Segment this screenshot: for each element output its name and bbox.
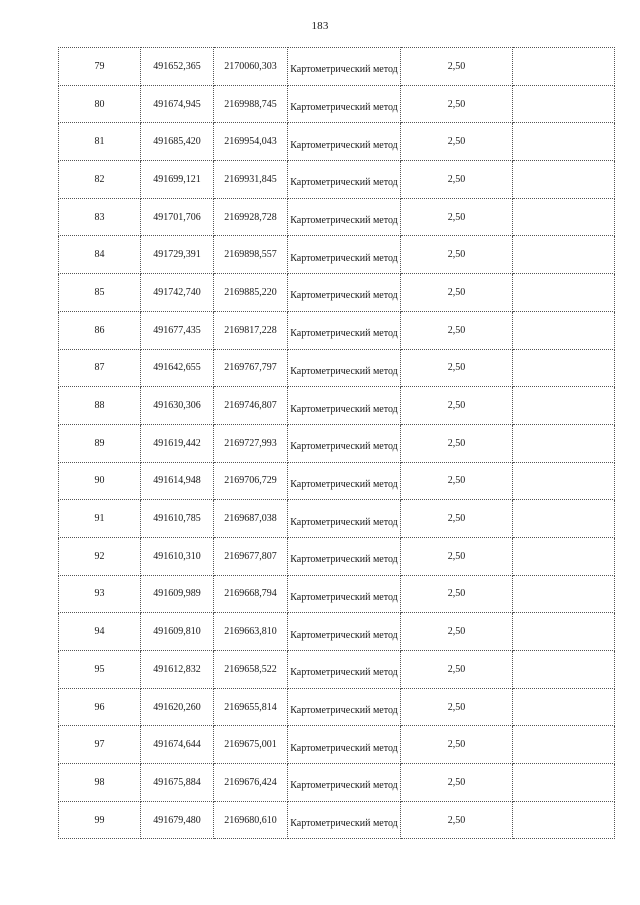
point-number-cell: 96 <box>59 688 141 726</box>
note-cell <box>513 236 615 274</box>
x-coordinate-cell: 491610,310 <box>141 537 214 575</box>
table-row <box>59 537 615 575</box>
point-number-cell: 80 <box>59 85 141 123</box>
note-cell <box>513 424 615 462</box>
table-row <box>59 123 615 161</box>
table-row <box>59 613 615 651</box>
method-cell: Картометрический метод <box>288 651 401 689</box>
table-row <box>59 85 615 123</box>
accuracy-cell: 2,50 <box>401 801 513 839</box>
method-cell: Картометрический метод <box>288 537 401 575</box>
note-cell <box>513 123 615 161</box>
accuracy-cell: 2,50 <box>401 651 513 689</box>
method-cell: Картометрический метод <box>288 85 401 123</box>
table-row <box>59 48 615 86</box>
point-number-cell: 87 <box>59 349 141 387</box>
point-number-cell: 79 <box>59 48 141 86</box>
table-row <box>59 236 615 274</box>
point-number-cell: 98 <box>59 764 141 802</box>
note-cell <box>513 801 615 839</box>
table-row <box>59 575 615 613</box>
method-cell: Картометрический метод <box>288 462 401 500</box>
point-number-cell: 97 <box>59 726 141 764</box>
note-cell <box>513 349 615 387</box>
point-number-cell: 92 <box>59 537 141 575</box>
point-number-cell: 95 <box>59 651 141 689</box>
accuracy-cell: 2,50 <box>401 161 513 199</box>
x-coordinate-cell: 491614,948 <box>141 462 214 500</box>
point-number-cell: 90 <box>59 462 141 500</box>
y-coordinate-cell: 2170060,303 <box>214 48 288 86</box>
table-row <box>59 349 615 387</box>
accuracy-cell: 2,50 <box>401 198 513 236</box>
y-coordinate-cell: 2169663,810 <box>214 613 288 651</box>
y-coordinate-cell: 2169677,807 <box>214 537 288 575</box>
page-number: 183 <box>311 20 329 32</box>
accuracy-cell: 2,50 <box>401 688 513 726</box>
table-row <box>59 424 615 462</box>
accuracy-cell: 2,50 <box>401 387 513 425</box>
accuracy-cell: 2,50 <box>401 85 513 123</box>
point-number-cell: 84 <box>59 236 141 274</box>
x-coordinate-cell: 491612,832 <box>141 651 214 689</box>
x-coordinate-cell: 491609,989 <box>141 575 214 613</box>
y-coordinate-cell: 2169767,797 <box>214 349 288 387</box>
method-cell: Картометрический метод <box>288 48 401 86</box>
point-number-cell: 91 <box>59 500 141 538</box>
table-row <box>59 651 615 689</box>
x-coordinate-cell: 491674,945 <box>141 85 214 123</box>
note-cell <box>513 198 615 236</box>
x-coordinate-cell: 491652,365 <box>141 48 214 86</box>
table-row <box>59 161 615 199</box>
y-coordinate-cell: 2169655,814 <box>214 688 288 726</box>
note-cell <box>513 651 615 689</box>
point-number-cell: 85 <box>59 274 141 312</box>
coordinates-table <box>58 47 615 839</box>
x-coordinate-cell: 491610,785 <box>141 500 214 538</box>
point-number-cell: 82 <box>59 161 141 199</box>
table-row <box>59 688 615 726</box>
note-cell <box>513 274 615 312</box>
point-number-cell: 83 <box>59 198 141 236</box>
method-cell: Картометрический метод <box>288 236 401 274</box>
x-coordinate-cell: 491609,810 <box>141 613 214 651</box>
x-coordinate-cell: 491699,121 <box>141 161 214 199</box>
accuracy-cell: 2,50 <box>401 48 513 86</box>
point-number-cell: 99 <box>59 801 141 839</box>
y-coordinate-cell: 2169658,522 <box>214 651 288 689</box>
method-cell: Картометрический метод <box>288 161 401 199</box>
y-coordinate-cell: 2169676,424 <box>214 764 288 802</box>
method-cell: Картометрический метод <box>288 801 401 839</box>
x-coordinate-cell: 491619,442 <box>141 424 214 462</box>
x-coordinate-cell: 491630,306 <box>141 387 214 425</box>
accuracy-cell: 2,50 <box>401 424 513 462</box>
y-coordinate-cell: 2169675,001 <box>214 726 288 764</box>
note-cell <box>513 311 615 349</box>
accuracy-cell: 2,50 <box>401 537 513 575</box>
note-cell <box>513 387 615 425</box>
x-coordinate-cell: 491701,706 <box>141 198 214 236</box>
note-cell <box>513 575 615 613</box>
table-row <box>59 198 615 236</box>
accuracy-cell: 2,50 <box>401 575 513 613</box>
note-cell <box>513 48 615 86</box>
note-cell <box>513 161 615 199</box>
y-coordinate-cell: 2169928,728 <box>214 198 288 236</box>
method-cell: Картометрический метод <box>288 198 401 236</box>
y-coordinate-cell: 2169706,729 <box>214 462 288 500</box>
method-cell: Картометрический метод <box>288 575 401 613</box>
y-coordinate-cell: 2169680,610 <box>214 801 288 839</box>
accuracy-cell: 2,50 <box>401 613 513 651</box>
method-cell: Картометрический метод <box>288 123 401 161</box>
y-coordinate-cell: 2169746,807 <box>214 387 288 425</box>
note-cell <box>513 462 615 500</box>
y-coordinate-cell: 2169885,220 <box>214 274 288 312</box>
method-cell: Картометрический метод <box>288 726 401 764</box>
point-number-cell: 86 <box>59 311 141 349</box>
note-cell <box>513 537 615 575</box>
note-cell <box>513 764 615 802</box>
accuracy-cell: 2,50 <box>401 236 513 274</box>
y-coordinate-cell: 2169954,043 <box>214 123 288 161</box>
x-coordinate-cell: 491674,644 <box>141 726 214 764</box>
table-row <box>59 764 615 802</box>
method-cell: Картометрический метод <box>288 613 401 651</box>
method-cell: Картометрический метод <box>288 311 401 349</box>
x-coordinate-cell: 491677,435 <box>141 311 214 349</box>
method-cell: Картометрический метод <box>288 500 401 538</box>
point-number-cell: 88 <box>59 387 141 425</box>
point-number-cell: 93 <box>59 575 141 613</box>
point-number-cell: 94 <box>59 613 141 651</box>
accuracy-cell: 2,50 <box>401 349 513 387</box>
x-coordinate-cell: 491675,884 <box>141 764 214 802</box>
table-row <box>59 274 615 312</box>
table-row <box>59 462 615 500</box>
note-cell <box>513 688 615 726</box>
note-cell <box>513 85 615 123</box>
x-coordinate-cell: 491685,420 <box>141 123 214 161</box>
x-coordinate-cell: 491742,740 <box>141 274 214 312</box>
accuracy-cell: 2,50 <box>401 462 513 500</box>
coordinates-table-body <box>59 48 615 839</box>
accuracy-cell: 2,50 <box>401 123 513 161</box>
point-number-cell: 89 <box>59 424 141 462</box>
y-coordinate-cell: 2169898,557 <box>214 236 288 274</box>
y-coordinate-cell: 2169817,228 <box>214 311 288 349</box>
table-row <box>59 801 615 839</box>
note-cell <box>513 613 615 651</box>
note-cell <box>513 726 615 764</box>
y-coordinate-cell: 2169988,745 <box>214 85 288 123</box>
table-row <box>59 500 615 538</box>
table-row <box>59 311 615 349</box>
accuracy-cell: 2,50 <box>401 311 513 349</box>
method-cell: Картометрический метод <box>288 387 401 425</box>
table-row <box>59 387 615 425</box>
accuracy-cell: 2,50 <box>401 274 513 312</box>
method-cell: Картометрический метод <box>288 349 401 387</box>
y-coordinate-cell: 2169668,794 <box>214 575 288 613</box>
x-coordinate-cell: 491729,391 <box>141 236 214 274</box>
accuracy-cell: 2,50 <box>401 500 513 538</box>
x-coordinate-cell: 491642,655 <box>141 349 214 387</box>
method-cell: Картометрический метод <box>288 424 401 462</box>
x-coordinate-cell: 491679,480 <box>141 801 214 839</box>
method-cell: Картометрический метод <box>288 688 401 726</box>
accuracy-cell: 2,50 <box>401 764 513 802</box>
x-coordinate-cell: 491620,260 <box>141 688 214 726</box>
method-cell: Картометрический метод <box>288 764 401 802</box>
method-cell: Картометрический метод <box>288 274 401 312</box>
accuracy-cell: 2,50 <box>401 726 513 764</box>
note-cell <box>513 500 615 538</box>
y-coordinate-cell: 2169727,993 <box>214 424 288 462</box>
y-coordinate-cell: 2169687,038 <box>214 500 288 538</box>
point-number-cell: 81 <box>59 123 141 161</box>
y-coordinate-cell: 2169931,845 <box>214 161 288 199</box>
table-row <box>59 726 615 764</box>
